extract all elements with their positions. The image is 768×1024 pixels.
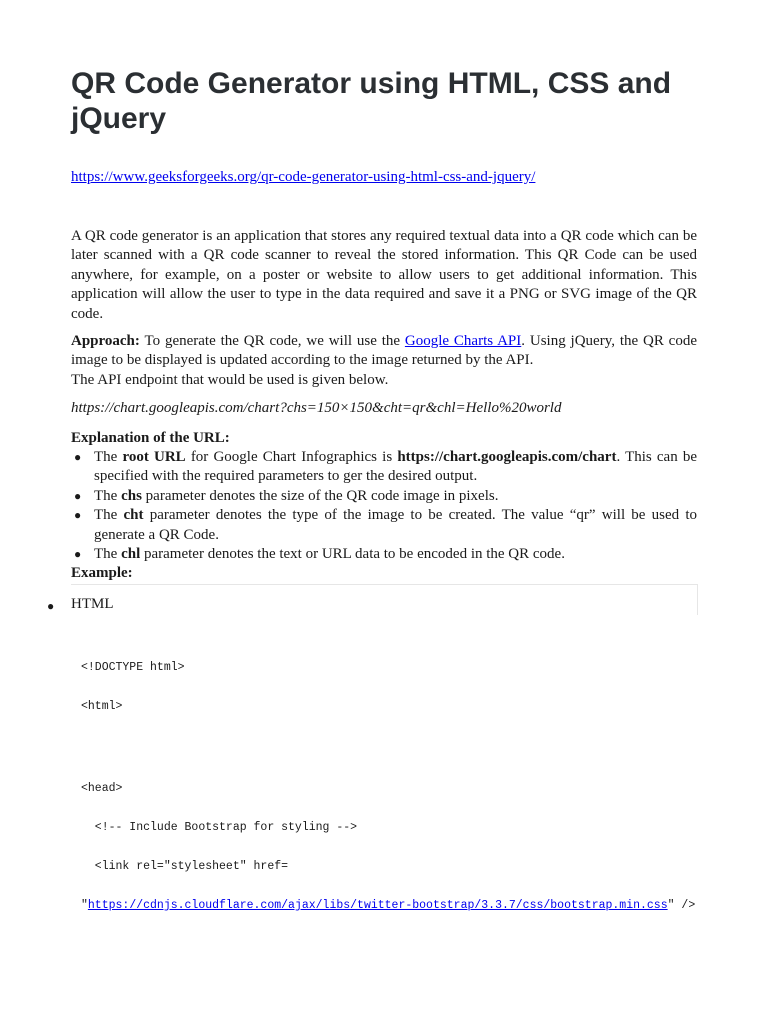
code-line: <link rel="stylesheet" href= bbox=[81, 860, 289, 873]
bootstrap-cdn-link[interactable]: https://cdnjs.cloudflare.com/ajax/libs/twitter-bootstrap/3.3.7/css/bootstrap.min.css bbox=[87, 899, 668, 912]
approach-line2: The API endpoint that would be used is given below. bbox=[71, 371, 389, 388]
explanation-heading: Explanation of the URL: bbox=[71, 430, 230, 446]
source-link[interactable]: https://www.geeksforgeeks.org/qr-code-generator-using-html-css-and-jquery/ bbox=[71, 169, 536, 185]
list-item: ● The root URL for Google Chart Infographics is https://chart.googleapis.com/chart. This can be specified with the required parameters to ger the desired output. bbox=[74, 449, 697, 485]
list-item: ● The chl parameter denotes the text or URL data to be encoded in the QR code. bbox=[71, 545, 697, 564]
google-charts-api-link[interactable]: Google Charts API bbox=[404, 333, 522, 349]
list-item: ● The cht parameter denotes the type of the image to be created. The value “qr” will be used to generate a QR Code. bbox=[74, 507, 697, 543]
code-line: <!-- Include Bootstrap for styling --> bbox=[81, 821, 358, 834]
approach-text-after: . Using jQuery, the QR code image to be displayed is updated according to the image returned by the API. bbox=[71, 333, 697, 369]
page-title: QR Code Generator using HTML, CSS and jQuery bbox=[71, 67, 672, 135]
example-heading: Example: bbox=[71, 565, 133, 581]
approach-label: Approach: bbox=[71, 333, 140, 349]
endpoint-url: https://chart.googleapis.com/chart?chs=150×150&cht=qr&chl=Hello%20world bbox=[71, 400, 562, 416]
bullet-icon: ● bbox=[74, 488, 82, 503]
intro-paragraph: A QR code generator is an application that stores any required textual data into a QR code which can be later scanned with a QR code scanner to reveal the stored information. This QR Code can be used anywhere, for example, on a poster or website to allow users to get additional information. This application will allow the user to type in the data required and save it a PNG or SVG image of the QR code. bbox=[71, 228, 697, 322]
code-tab-html[interactable]: HTML bbox=[71, 596, 114, 612]
approach-text-before: To generate the QR code, we will use the bbox=[139, 333, 405, 349]
explanation-list bbox=[71, 448, 697, 564]
code-tab-box bbox=[71, 584, 698, 615]
bullet-icon: ● bbox=[47, 599, 55, 613]
bullet-icon: ● bbox=[74, 547, 82, 562]
code-line: <!DOCTYPE html> bbox=[81, 661, 185, 674]
bullet-icon: ● bbox=[74, 450, 82, 464]
bullet-icon: ● bbox=[74, 508, 82, 523]
code-line: <head> bbox=[81, 782, 123, 795]
code-line: "https://cdnjs.cloudflare.com/ajax/libs/twitter-bootstrap/3.3.7/css/bootstrap.min.css" /> bbox=[81, 899, 696, 912]
list-item: ● The chs parameter denotes the size of the QR code image in pixels. bbox=[71, 487, 697, 506]
approach-paragraph bbox=[71, 332, 697, 390]
code-line: <html> bbox=[81, 700, 123, 713]
